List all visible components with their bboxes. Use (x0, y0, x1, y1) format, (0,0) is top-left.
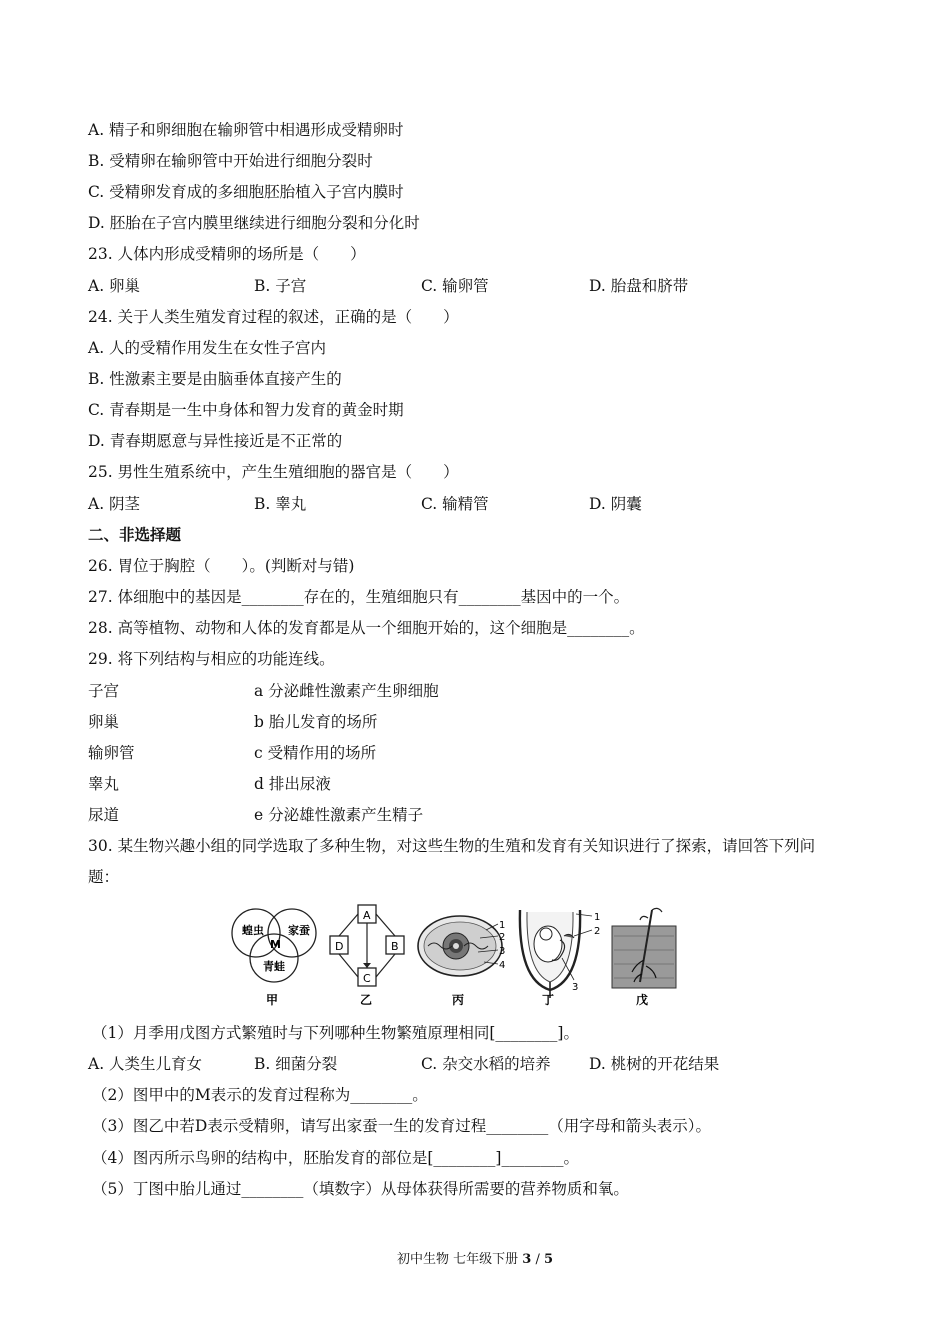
q30-sub1-option-d: D. 桃树的开花结果 (589, 1055, 720, 1073)
fetus-diagram (520, 910, 600, 1007)
q25-option-d: D. 阴囊 (589, 495, 642, 513)
caption-wu: 戊 (636, 993, 649, 1007)
q24-option-c: C. 青春期是一生中身体和智力发育的黄金时期 (88, 401, 404, 419)
egg-label: 1 (499, 920, 506, 931)
q25-option-c: C. 输精管 (421, 495, 489, 513)
venn-label-silkworm: 家蚕 (288, 924, 310, 937)
q30-sub5: （5）丁图中胎儿通过________（填数字）从母体获得所需要的营养物质和氧。 (92, 1180, 629, 1198)
q23-option-d: D. 胎盘和脐带 (589, 277, 689, 295)
venn-label-locust: 蝗虫 (242, 924, 264, 937)
egg-label: 3 (499, 946, 506, 957)
q26-text: 26. 胃位于胸腔（ ）。(判断对与错) (88, 557, 355, 575)
q30-sub1-option-a: A. 人类生儿育女 (88, 1055, 203, 1073)
q29-function: c 受精作用的场所 (254, 744, 377, 762)
venn-label-frog: 青蛙 (263, 960, 285, 973)
footer-page-number: 3 (522, 1252, 532, 1267)
cycle-diagram (330, 905, 404, 1007)
caption-yi: 乙 (360, 993, 373, 1007)
q29-stem: 29. 将下列结构与相应的功能连线。 (88, 650, 335, 668)
venn-label-m: M (270, 938, 281, 951)
fetus-label: 1 (594, 912, 601, 923)
q24-option-a: A. 人的受精作用发生在女性子宫内 (88, 339, 327, 357)
q22-option-a: A. 精子和卵细胞在输卵管中相遇形成受精卵时 (88, 121, 404, 139)
footer-page-total: 5 (543, 1252, 554, 1267)
footer-title: 初中生物 七年级下册 (396, 1252, 519, 1267)
q29-function: a 分泌雌性激素产生卵细胞 (254, 682, 439, 700)
egg-label: 4 (499, 960, 506, 971)
q29-function: b 胎儿发育的场所 (254, 713, 378, 731)
q22-option-d: D. 胚胎在子宫内膜里继续进行细胞分裂和分化时 (88, 214, 420, 232)
q29-structure: 输卵管 (88, 744, 135, 762)
footer-separator: / (535, 1252, 540, 1267)
q23-stem: 23. 人体内形成受精卵的场所是（ ） (88, 245, 366, 263)
q23-option-a: A. 卵巢 (88, 277, 141, 295)
q22-option-b: B. 受精卵在输卵管中开始进行细胞分裂时 (88, 152, 373, 170)
caption-bing: 丙 (452, 993, 465, 1007)
q29-structure: 卵巢 (88, 713, 120, 731)
q29-structure: 睾丸 (88, 775, 120, 793)
q30-sub1: （1）月季用戊图方式繁殖时与下列哪种生物繁殖原理相同[________]。 (92, 1024, 579, 1042)
q24-stem: 24. 关于人类生殖发育过程的叙述，正确的是（ ） (88, 308, 459, 326)
q25-option-b: B. 睾丸 (254, 495, 307, 513)
q29-structure: 尿道 (88, 806, 120, 824)
q30-stem-line2: 题： (88, 868, 120, 886)
q30-sub3: （3）图乙中若D表示受精卵，请写出家蚕一生的发育过程________（用字母和箭头表示）。 (92, 1117, 712, 1135)
q30-figure (228, 900, 680, 1010)
q22-option-c: C. 受精卵发育成的多细胞胚胎植入子宫内膜时 (88, 183, 404, 201)
q29-function: e 分泌雄性激素产生精子 (254, 806, 424, 824)
q30-sub1-option-c: C. 杂交水稻的培养 (421, 1055, 551, 1073)
q25-option-a: A. 阴茎 (88, 495, 141, 513)
fetus-label: 3 (572, 982, 579, 993)
q25-stem: 25. 男性生殖系统中，产生生殖细胞的器官是（ ） (88, 463, 459, 481)
q29-function: d 排出尿液 (254, 775, 331, 793)
egg-label: 2 (499, 932, 506, 943)
q28-text: 28. 高等植物、动物和人体的发育都是从一个细胞开始的，这个细胞是________。 (88, 619, 645, 637)
page-footer (0, 1248, 950, 1267)
box-c: C (363, 972, 371, 985)
box-b: B (391, 940, 399, 953)
q24-option-b: B. 性激素主要是由脑垂体直接产生的 (88, 370, 342, 388)
bird-egg-diagram (418, 916, 505, 1007)
box-a: A (363, 909, 371, 922)
q30-sub4: （4）图丙所示鸟卵的结构中，胚胎发育的部位是[________]________。 (92, 1149, 579, 1167)
caption-jia: 甲 (266, 993, 279, 1007)
fetus-label: 2 (594, 926, 601, 937)
cutting-diagram (612, 908, 676, 1007)
q27-text: 27. 体细胞中的基因是________存在的，生殖细胞只有________基因中的一个。 (88, 588, 630, 606)
q30-sub1-option-b: B. 细菌分裂 (254, 1055, 338, 1073)
q30-sub2: （2）图甲中的M表示的发育过程称为________。 (92, 1086, 428, 1104)
q23-option-c: C. 输卵管 (421, 277, 489, 295)
q23-option-b: B. 子宫 (254, 277, 307, 295)
venn-diagram (232, 909, 316, 1007)
caption-ding: 丁 (542, 993, 555, 1007)
section-title: 二、非选择题 (88, 525, 182, 544)
q30-stem-line1: 30. 某生物兴趣小组的同学选取了多种生物，对这些生物的生殖和发育有关知识进行了探索，请回答下列问 (88, 837, 816, 855)
q24-option-d: D. 青春期愿意与异性接近是不正常的 (88, 432, 343, 450)
box-d: D (335, 940, 344, 953)
q29-structure: 子宫 (88, 682, 120, 700)
